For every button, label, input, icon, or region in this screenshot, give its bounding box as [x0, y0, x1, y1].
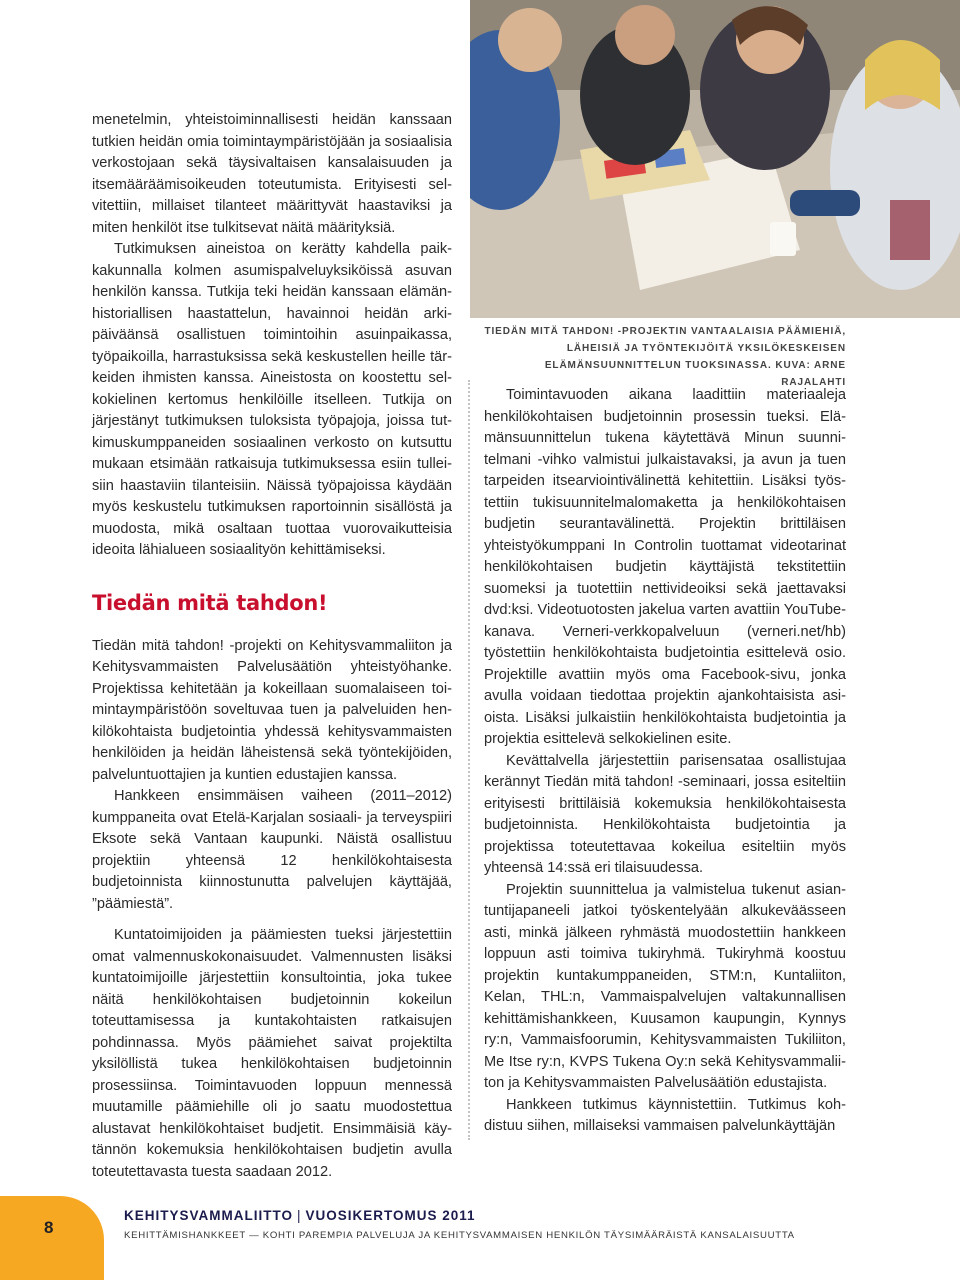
body-paragraph: Projektin suunnittelua ja valmistelua tukenut asiantuntijapaneeli jatkoi työskentelyään alkukeväässeen asti, minkä jälkeen ryhmästä muodostettiin hankkeen loppuun asti toimiva tukiryhmä. Tukiryhmä koostuu projektin kuntakumppaneiden, STM:n, Kuntaliiton, Kelan, THL:n, Vammaispalvelujen valtakunnallisen kehittämishankkeen, Kuusamon kaupungin, Kynnys ry:n, Vammaisfoorumin, Kehitysvammaisten Tukiliiton, Me Itse ry:n, KVPS Tukena Oy:n sekä Kehitysvammaliiton ja Kehitysvammaisten Palvelusäätiön edustajista.: [484, 881, 846, 1091]
meeting-photo: [470, 0, 960, 318]
body-paragraph: Kevättalvella järjestettiin parisensataa osallistujaa kerännyt Tiedän mitä tahdon! -seminaari, jossa esiteltiin erityisesti brittiläisiä kokemuksia henkilökohtaisesta budjetoinnista. Henkilökohtaista budjetointia ja projektissa toteutettavaa kokeilua esiteltiin myös yhteensä 14:ssä eri tilaisuudessa.: [484, 752, 846, 876]
section-heading: Tiedän mitä tahdon!: [92, 590, 328, 615]
footer-org: KEHITYSVAMMALIITTO: [124, 1208, 293, 1223]
footer-separator: |: [297, 1208, 302, 1223]
footer-report: VUOSIKERTOMUS 2011: [305, 1208, 476, 1223]
page-number: 8: [44, 1218, 54, 1237]
right-column: [484, 385, 846, 1138]
body-paragraph: Tutkimuksen aineistoa on kerätty kahdella paikkakunnalla kolmen asumispalveluyksiköissä asuvan henkilön kanssa. Tutkija teki heidän kanssaan elämänhistoriallisen haastattelun, havainnoi heidän arkipäiväänsä osallistuen toimintoihin asuinpaikassa, työpaikoilla, harrastuksissa sekä keskustellen heille tärkeiden ihmisten kanssa. Aineistosta on koostettu selkokielinen kertomus henkilöille itselleen. Tutkija on järjestänyt tutkimuksen tuloksista työpajoja, joissa tutkimuskumppaneiden sosiaalinen verkosto on kutsuttu mukaan etsimään ratkaisuja tutkimuksessa esiin tulleisiin haastaviin tilanteisiin. Näissä työpajoissa käydään myös keskustelu tutkimuksen raportoinnin sisällöstä ja muodosta, mikä osaltaan tuottaa vuorovaikutteisia ideoita lähialueen sosiaalityön kehittämiseksi.: [92, 241, 452, 558]
body-paragraph: Hankkeen tutkimus käynnistettiin. Tutkimus kohdistuu siihen, millaiseksi vammaisen palvelunkäyttäjän: [484, 1096, 846, 1134]
left-column: [92, 110, 452, 1183]
body-paragraph: Kuntatoimijoiden ja päämiesten tueksi järjestettiin omat valmennuskokonaisuudet. Valmennusten lisäksi kuntatoimijoille järjestettiin konsultointia, joka tukee näitä henkilökohtaisen budjetoinnin kokeilun toteuttamisessa ja kuntakohtaisten ratkaisujen pohdinnassa. Myös päämiehet saivat projektilta yksilöllistä tukea henkilökohtaisen budjetoinnin prosessiinsa. Toimintavuoden loppuun mennessä muutamille päämiehille oli jo saatu muodostettua alustavat henkilökohtaiset budjetit. Ensimmäisiä käytännön kokemuksia henkilökohtaisen budjetin avulla toteutettavasta tuesta saadaan 2012.: [92, 927, 452, 1180]
body-paragraph: Toimintavuoden aikana laadittiin materiaaleja henkilökohtaisen budjetoinnin prosessin tueksi. Elämänsuunnittelun tukena käytettävä Minun suunnitelmani -vihko valmistui julkaistavaksi, ja avun ja tuen tarpeiden itsearviointivälinettä kehitettiin. Lisäksi työstettiin tukisuunnitelmalomaketta ja henkilökohtaisen budjetin seurantavälinettä. Projektin brittiläisen yhteistyökumppani In Controlin tuottamat videotarinat henkilökohtaisen budjetin käyttäjistä tekstitettiin suomeksi ja tuotettiin nettivideoiksi sekä jaettavaksi dvd:ksi. Videotuotosten jakelua varten avattiin YouTube-kanava. Verneri-verkkopalveluun (verneri.net/hb) työstettiin henkilökohtaista budjetointia esittelevä osio. Projektille avattiin myös oma Facebook-sivu, jonka avulla voidaan tiedottaa projektin ajankohtaisista asioista. Lisäksi julkaistiin henkilökohtaista budjetointia ja projektia esittelevä selkokielinen esite.: [484, 387, 846, 747]
body-paragraph: Hankkeen ensimmäisen vaiheen (2011–2012) kumppaneita ovat Etelä-Karjalan sosiaali- ja terveyspiiri Eksote sekä Vantaan kaupunki. Näistä osallistuu projektiin yhteensä 12 henkilökohtaisesta budjetoinnista kiinnostunutta palvelujen käyttäjää, ”päämiestä”.: [92, 788, 452, 912]
body-paragraph: menetelmin, yhteistoiminnallisesti heidän kanssaan tutkien heidän omia toimintaympäristöjään ja sosiaalisia verkostojaan sekä täysivaltaisen kansalaisuuden ja itsemääräämisoikeuden toteutumista. Erityisesti selvitettiin, millaiset tilanteet määrittyvät haastaviksi ja miten henkilöt itse tulkitsevat näitä määrityksiä.: [92, 112, 452, 236]
column-divider: [468, 380, 470, 1140]
meeting-photo-illustration: [470, 0, 960, 318]
page-number-tab: [0, 1196, 104, 1280]
body-paragraph: Tiedän mitä tahdon! -projekti on Kehitysvammaliiton ja Kehitysvammaisten Palvelusäätiön yhteistyöhanke. Projektissa kehitetään ja kokeillaan suomalaiseen toimintaympäristöön soveltuvaa tuen ja palveluiden henkilökohtaista budjetointia yhdessä kehitysvammaisten henkilöiden ja heidän läheistensä sekä työntekijöiden, palveluntuottajien ja kuntien edustajien kanssa.: [92, 637, 452, 783]
footer-subtitle: KEHITTÄMISHANKKEET — KOHTI PAREMPIA PALVELUJA JA KEHITYSVAMMAISEN HENKILÖN TÄYSIMÄÄRÄISTÄ KANSALAISUUTTA: [124, 1230, 795, 1241]
footer-title: [124, 1208, 476, 1223]
photo-caption: TIEDÄN MITÄ TAHDON! -PROJEKTIN VANTAALAISIA PÄÄMIEHIÄ, LÄHEISIÄ JA TYÖNTEKIJÖITÄ YKSILÖKESKEISEN ELÄMÄNSUUNNITTELUN TUOKSINASSA. KUVA: ARNE RAJALAHTI: [484, 326, 846, 388]
